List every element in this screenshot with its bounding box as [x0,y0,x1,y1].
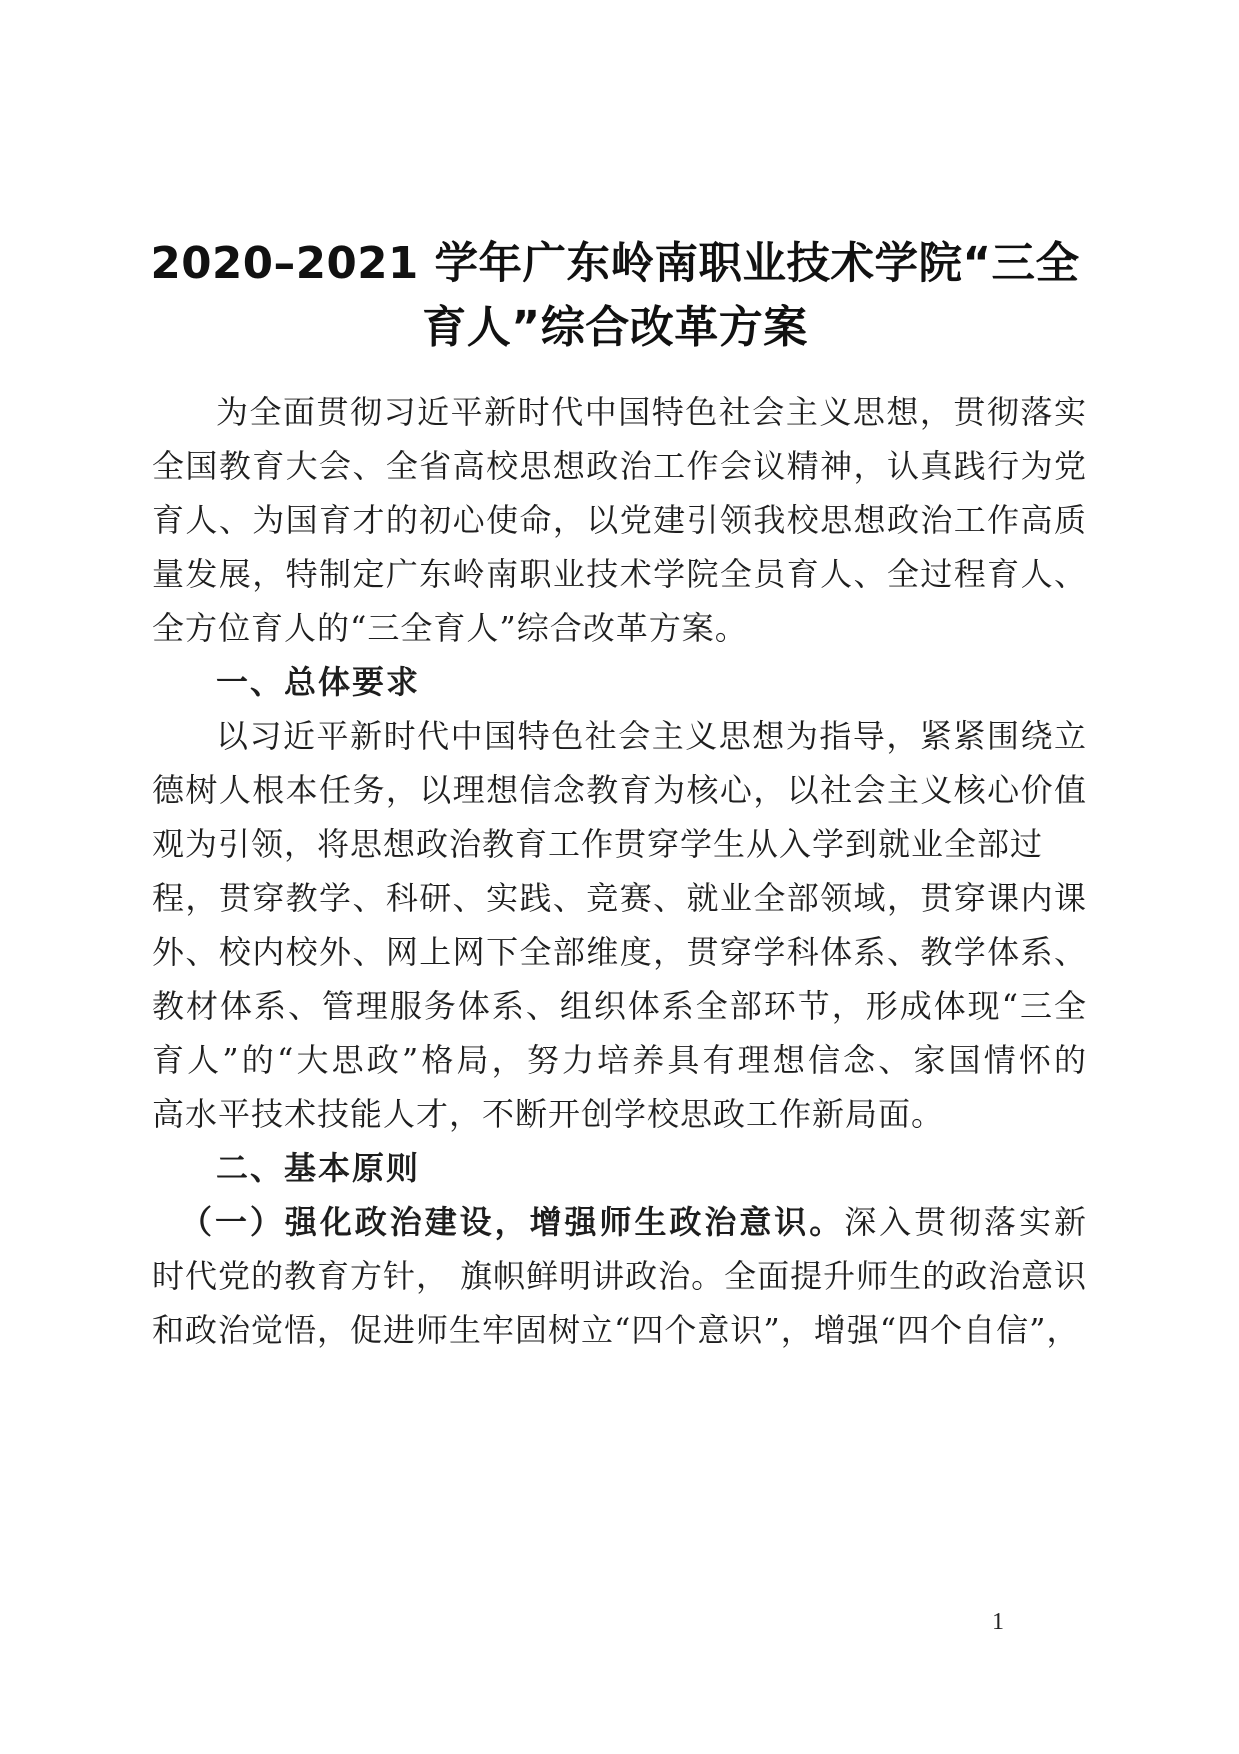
paragraph-2-line-1: 以习近平新时代中国特色社会主义思想为指导，紧紧围绕立 [216,717,1087,755]
paragraph-3-lead-rest: 深入贯彻落实新 [844,1203,1087,1241]
paragraph-2-line-3: 观为引领，将思想政治教育工作贯穿学生从入学到就业全部过 [152,825,1044,863]
paragraph-3-line-3: 和政治觉悟，促进师生牢固树立“四个意识”，增强“四个自信”， [152,1311,1080,1349]
paragraph-1-line-2: 全国教育大会、全省高校思想政治工作会议精神，认真践行为党 [152,447,1087,485]
paragraph-1-line-3: 育人、为国育才的初心使命，以党建引领我校思想政治工作高质 [152,501,1087,539]
paragraph-2-line-4: 程，贯穿教学、科研、实践、竞赛、就业全部领域，贯穿课内课 [152,879,1087,917]
paragraph-1-line-1: 为全面贯彻习近平新时代中国特色社会主义思想，贯彻落实 [216,393,1087,431]
paragraph-1-line-5: 全方位育人的“三全育人”综合改革方案。 [152,609,748,647]
paragraph-2-line-6: 教材体系、管理服务体系、组织体系全部环节，形成体现“三全 [152,987,1087,1025]
paragraph-3-lead: （一）强化政治建设，增强师生政治意识。 [180,1203,845,1241]
paragraph-1-line-4: 量发展，特制定广东岭南职业技术学院全员育人、全过程育人、 [152,555,1087,593]
paragraph-2-line-2: 德树人根本任务，以理想信念教育为核心，以社会主义核心价值 [152,771,1087,809]
paragraph-3-line-1 [180,1202,1087,1242]
paragraph-3-line-2: 时代党的教育方针， 旗帜鲜明讲政治。全面提升师生的政治意识 [152,1257,1088,1295]
section-heading-1: 一、总体要求 [216,663,421,701]
section-heading-2: 二、基本原则 [216,1149,421,1187]
title-line-1: 2020–2021 学年广东岭南职业技术学院“三全 [150,239,1080,289]
paragraph-2-line-7: 育人”的“大思政”格局，努力培养具有理想信念、家国情怀的 [152,1041,1087,1079]
paragraph-2-line-5: 外、校内校外、网上网下全部维度，贯穿学科体系、教学体系、 [152,933,1087,971]
document-title [150,232,1080,360]
title-line-2: 育人”综合改革方案 [422,302,808,353]
paragraph-2-line-8: 高水平技术技能人才，不断开创学校思政工作新局面。 [152,1095,945,1133]
page-number: 1 [992,1609,1004,1635]
